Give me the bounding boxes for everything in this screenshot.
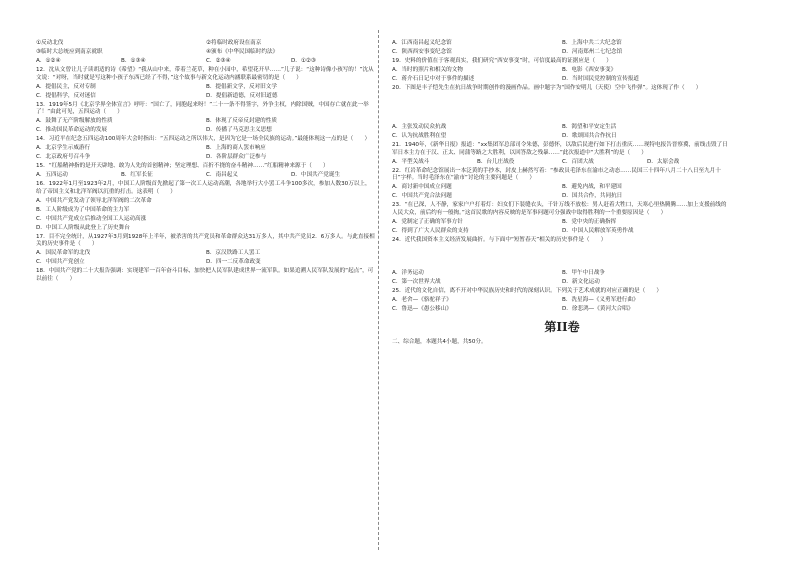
left-column (36, 40, 376, 285)
question-17: 17．目不完全统计，从1927年3月到1928年上半年，被杀害的共产党员和革命群众达31万多人，其中共产党员2．6万多人。与此直接相关的历史事件是（ ） (36, 233, 375, 247)
question-21: 21．1940年，《新华日报》报道：“xx集团军总部司令朱德，彭德怀，以敌后民进行如下打击重庆……现特电报告晋察冀，前线击毁了日军日本主力在于汉、正太、同蒲等路之大胜利，以回答敌之残暴……”此次报道中“大胜利”的是（ ） (392, 142, 728, 156)
answer-option: C．提倡科学，反对迷信 (36, 92, 96, 99)
question-13: 13．1919年5月《北京学界全体宣言》呼吁：“国亡了，同胞起来呀！”二十一条不得签字，外争主权，内除国贼，中国存亡就在此一举了！”由此可见，五四运动（ ） (36, 101, 369, 115)
answer-option: C．陕西西安事变纪念馆 (392, 49, 452, 55)
answer-option: B．避免内战，和平建国 (562, 184, 622, 190)
answer-option: A．商讨新中国成立问题 (392, 184, 452, 190)
right-column (392, 40, 732, 347)
column-divider (378, 30, 379, 550)
top-options-row-2 (36, 49, 376, 57)
answer-option: D．河南郑州二七纪念馆 (562, 49, 623, 55)
q25-options-row-2 (392, 306, 732, 314)
q12-options-row-1 (36, 84, 376, 92)
q20-options-row-1 (392, 124, 732, 132)
answer-option: C．中国共产党合法问题 (392, 193, 452, 199)
answer-option: D．传播了马克思主义思想 (206, 127, 272, 133)
answer-option: A．国民革命军的北伐 (36, 250, 91, 256)
answer-option: C．南昌起义 (206, 172, 238, 178)
answer-option: D．新文化运动 (562, 278, 600, 285)
answer-option: A．①②④ (36, 58, 61, 64)
answer-option: A．鼓舞了无产阶级解放的性质 (36, 118, 113, 124)
question-23: 23．“在已深，人不静，家家户户打着灯：妇女们下装缝衣头，千针万线不放松：男人赶着大牲口，天寒心里热腾腾……加上支援前线的人民大众，前后约有一般掏。”这首民歌的内容反映的是军事问题可分强战中取得胜利的一个重要原因是（ ） (392, 202, 727, 216)
answer-option: D．提倡新道德，反对旧道德 (206, 92, 278, 99)
answer-option: D．当时国民党控制的宣传报道 (562, 76, 640, 82)
answer-option: A．老舍—《骆驼祥子》 (392, 296, 452, 303)
answer-option: B．台儿庄战役 (477, 158, 515, 165)
top-option: ③临时大总统应到南京就职 (36, 49, 103, 55)
question-18: 18．中国共产党的二十大报告强调：实现建军一百年奋斗目标，加快把人民军队建成世界一流军队。如果追溯人民军队发展的“起点”，可以前往（ ） (36, 268, 374, 282)
q20-options-row-2 (392, 133, 732, 141)
answer-option: B．京汉铁路工人罢工 (206, 250, 261, 256)
question-24: 24．近代我国资本主义经济发展曲折。与下面中“短暂春天”相关的历史事件是（ ） (392, 236, 607, 243)
answer-option: C．中国共产党创立 (36, 259, 85, 265)
top-option: ④颁布《中华民国临时约法》 (206, 49, 279, 55)
q23-options-row-1 (392, 219, 732, 227)
top-option: ②将临时政府设在南京 (206, 40, 262, 46)
answer-option: A．平型关战斗 (392, 158, 430, 165)
answer-option: D．歌颂国共合作抗日 (562, 133, 617, 139)
answer-option: C．北京政府号召斗争 (36, 154, 91, 160)
answer-option: C．认为抗战胜利在望 (392, 133, 447, 139)
question-22: 22．红岩革命纪念馆展出一本泛黄的手抄本，封皮上赫然写着：“参政员毛泽东在渝市之动态……民国三十四年八月二十八日至九月十日”字样。当时毛泽东在“渝市”讨论的主要问题是（ ） (392, 167, 721, 181)
q18-options-row-1 (392, 40, 732, 48)
q18-options-row-2 (392, 49, 732, 57)
answer-option: D．中国共产党诞生 (291, 172, 341, 178)
part-title: 第II卷 (544, 320, 580, 334)
q25-options-row-1 (392, 297, 732, 305)
q23-options-row-2 (392, 228, 732, 236)
answer-option: A．北京学生示威游行 (36, 145, 91, 151)
answer-option: D．中国工人阶级从此登上了历史舞台 (36, 224, 130, 231)
answer-option: B．党中央的正确指挥 (562, 218, 617, 225)
q15-options (36, 172, 376, 180)
answer-option: B．①③④ (121, 58, 146, 64)
section-heading: 二、综合题，本题共4小题，共50分。 (392, 339, 487, 345)
question-19: 19．史料的价值在于客观真实，我们研究“西安事变”时，可信度最高的证据应是（ ） (392, 58, 612, 64)
answer-option: B．体现了反帝反封建的性质 (206, 118, 277, 124)
answer-option: A．江西南昌起义纪念馆 (392, 40, 452, 46)
q19-options-row-1 (392, 67, 732, 75)
question-20: 20．下图是丰子恺先生在抗日战争时期创作的漫画作品。画中题字为“国作安明儿（天使）空中飞作弹”。这体现了作（ ） (392, 85, 702, 91)
answer-option: B．甲午中日战争 (562, 269, 605, 276)
q22-options-row-2 (392, 193, 732, 201)
answer-option: D．太原会战 (647, 158, 680, 165)
question-16: 16．1922年1月至1923年2月，中国工人阶级首先掀起了第一次工人运动高潮，各地举行大小罢工斗争100多次，参加人数30万以上，给了帝国主义和北洋军阀以沉重的打击。这表明（ ） (36, 181, 371, 195)
q24-options-row-2 (392, 279, 732, 287)
answer-option: D．各阶层群众广泛参与 (206, 154, 267, 160)
top-option: ①反动北伐 (36, 40, 64, 46)
question-12: 12．沈从文曾让儿子读胡适的诗《希望》“我从山中来，带着兰花草，种在小园中，希望花开早……”儿子说：“这种诗像小孩写的！”沈从文说：“对呀，当时就是写这种小孩子东西已经了不得，”这个故事与新文化运动内涵联系最密切的是（ ） (36, 67, 374, 81)
answer-option: C．②③④ (206, 58, 231, 64)
question-15: 15．“红船精神指的是开天辟地、敢为人先的首创精神；坚定理想、百折不挠的奋斗精神……”红船精神来源于（ ） (36, 163, 329, 169)
q12-options-row-2 (36, 93, 376, 101)
q13-options-row-2 (36, 127, 376, 135)
answer-option: D．①②③ (291, 58, 316, 64)
answer-option: B．电影《西安事变》 (562, 67, 617, 73)
top-options-row-1 (36, 40, 376, 48)
answer-option: A．当时的照片和相关的文物 (392, 67, 463, 73)
answer-option: C．得到了广大人民群众的支持 (392, 227, 469, 234)
answer-option: D．中国人民解放军英勇作战 (562, 227, 634, 234)
answer-option: D．徐悲鸿—《黄河大合唱》 (562, 305, 634, 312)
q19-options-row-2 (392, 76, 732, 84)
answer-option: A．中国共产党发动了领导北洋军阀的二次革命 (36, 197, 152, 204)
answer-option: C．第一次世界大战 (392, 278, 441, 285)
answer-option: B．渴望和平安定生活 (562, 124, 617, 130)
question-14: 14．习近平在纪念五四运动100周年大会时指出：“五四运动之所以伟大，是因为它是一场全民族的运动。”最能体现这一点的是（ ） (36, 136, 371, 142)
q24-options-row-1 (392, 270, 732, 278)
image-space (392, 94, 732, 124)
image-space (392, 246, 732, 270)
answer-option: C．百团大战 (562, 158, 594, 165)
answer-option: A．提倡民主，反对专制 (36, 83, 96, 90)
answer-option: A．主张发动民众抗战 (392, 124, 447, 130)
answer-option: A．党制定了正确的军事方针 (392, 218, 463, 225)
answer-option: C．鲁迅—《愚公移山》 (392, 305, 452, 312)
q14-options-row-2 (36, 154, 376, 162)
answer-option: A．五四运动 (36, 172, 68, 178)
answer-option: B．工人阶级成为了中国革命的主力军 (36, 206, 130, 213)
answer-option: C．蒋介石日记中对于事件的描述 (392, 76, 475, 82)
answer-option: B．上海的商人罢市响应 (206, 145, 266, 151)
answer-option: D．四一二反革命政变 (206, 259, 261, 265)
answer-option: B．提倡新文学，反对旧文学 (206, 83, 277, 90)
answer-option: B．上海中共二大纪念馆 (562, 40, 622, 46)
answer-option: A．洋务运动 (392, 269, 424, 276)
q21-options (392, 159, 732, 167)
q22-options-row-1 (392, 184, 732, 192)
q13-options-row-1 (36, 118, 376, 126)
q17-options-row-1 (36, 250, 376, 258)
q17-options-row-2 (36, 259, 376, 267)
question-25: 25．近代的文化自信，离不开对中华民族历史和时代的深刻认识。下列关于艺术成就的对应正确的是（ ） (392, 287, 663, 294)
q14-options-row-1 (36, 145, 376, 153)
answer-option: B．冼星海—《义勇军进行曲》 (562, 296, 639, 303)
answer-option: C．推动国民革命运动的发展 (36, 127, 108, 133)
q11-answers (36, 58, 376, 66)
answer-option: C．中国共产党成立后推动全国工人运动高涨 (36, 215, 147, 222)
answer-option: D．国共合作，共同抗日 (562, 193, 623, 199)
answer-option: B．红军长征 (121, 172, 153, 178)
